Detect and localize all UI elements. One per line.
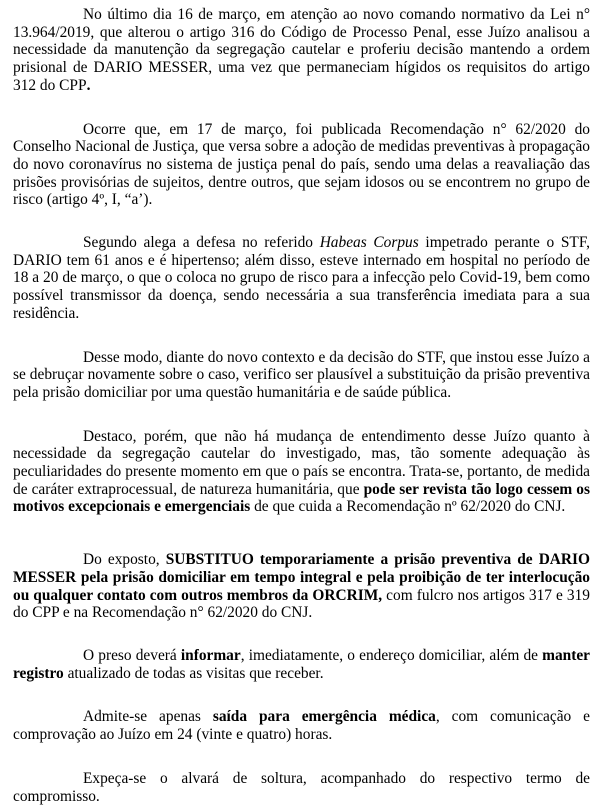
paragraph-7-bold-manter-registro: manter registro: [13, 646, 590, 682]
paragraph-2: [13, 121, 590, 210]
paragraph-4: [13, 349, 590, 402]
paragraph-5-text-start: Destaco, porém, que não há mudança de entendimento desse Juízo quanto à necessidade da segregação cautelar do investigado, mas, tão somente adequação às peculiaridades do presente momento em que o país se encontra. Trata-se, portanto, de medida de caráter extraprocessual, de natureza humanitária, que: [13, 427, 590, 498]
paragraph-3-text-end: impetrado perante o STF, DARIO tem 61 anos e é hipertenso; além disso, esteve internado em hospital no período de 18 a 20 de março, o que o coloca no grupo de risco para a infecção pelo Covid-19, bem como possível transmissor da doença, sendo necessária a sua transferência imediata para a sua residência.: [13, 234, 590, 322]
paragraph-7: [13, 647, 590, 682]
paragraph-6-bold-ruling: SUBSTITUO temporariamente a prisão preventiva de DARIO MESSER pela prisão domiciliar em tempo integral e pela proibição de ter interlocução ou qualquer contato com outros membros da ORCRIM,: [13, 551, 591, 604]
paragraph-3: [13, 234, 590, 323]
paragraph-6-decision: [13, 551, 590, 622]
paragraph-8-bold-emergency: saída para emergência médica: [212, 708, 436, 726]
paragraph-2-text: Ocorre que, em 17 de março, foi publicada Recomendação n° 62/2020 do Conselho Nacional de Justiça, que versa sobre a adoção de medidas preventivas à propagação do novo coronavírus no sistema de justiça penal do país, sendo uma delas a reavaliação das prisões provisórias de sujeitos, dentre outros, que sejam idosos ou se encontrem no grupo de risco (artigo 4º, I, “a’).: [13, 120, 590, 209]
paragraph-9: [13, 770, 590, 805]
paragraph-1-text: No último dia 16 de março, em atenção ao novo comando normativo da Lei n° 13.964/2019, que alterou o artigo 316 do Código de Processo Penal, esse Juízo analisou a necessidade da manutenção da segregação cautelar e proferiu decisão mantendo a ordem prisional de DARIO MESSER, uma vez que permaneciam hígidos os requisitos do artigo 312 do CPP: [13, 6, 590, 94]
paragraph-5: [13, 428, 590, 517]
paragraph-4-text: Desse modo, diante do novo contexto e da decisão do STF, que instou esse Juízo a se debruçar novamente sobre o caso, verifico ser plausível a substituição da prisão preventiva pela prisão domiciliar por uma questão humanitária e de saúde pública.: [13, 348, 590, 401]
paragraph-5-bold-clause: pode ser revista tão logo cessem os motivos excepcionais e emergenciais: [13, 480, 590, 516]
paragraph-7-text-3: atualizado de todas as visitas que receber.: [63, 664, 324, 682]
paragraph-5-text-end: de que cuida a Recomendação nº 62/2020 do CNJ.: [250, 498, 566, 516]
paragraph-1-final-period: .: [86, 76, 91, 94]
document-page: [13, 6, 590, 805]
paragraph-1: [13, 6, 590, 95]
paragraph-8-text-end: , com comunicação e comprovação ao Juízo em 24 (vinte e quatro) horas.: [13, 708, 590, 744]
paragraph-6-text-start: Do exposto,: [83, 551, 166, 569]
paragraph-6-text-end: com fulcro nos artigos 317 e 319 do CPP e na Recomendação n° 62/2020 do CNJ.: [13, 586, 590, 622]
paragraph-8-text-start: Admite-se apenas: [83, 708, 213, 726]
paragraph-3-text-start: Segundo alega a defesa no referido: [83, 234, 320, 252]
paragraph-3-habeas-corpus: Habeas Corpus: [319, 234, 419, 252]
paragraph-9-text: Expeça-se o alvará de soltura, acompanhado do respectivo termo de compromisso.: [13, 769, 590, 805]
paragraph-7-text-2: , imediatamente, o endereço domiciliar, além de: [240, 646, 543, 664]
paragraph-7-text-1: O preso deverá: [83, 646, 181, 664]
paragraph-8: [13, 708, 590, 743]
paragraph-7-bold-informar: informar: [180, 646, 241, 664]
